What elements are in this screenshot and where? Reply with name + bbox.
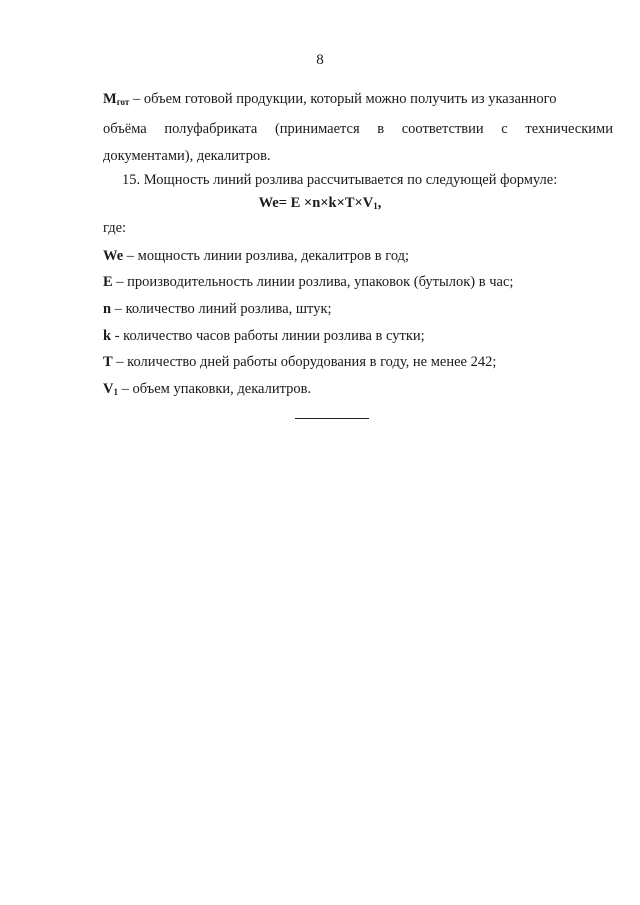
symbol-t: T bbox=[103, 354, 113, 370]
definition-v1 bbox=[103, 381, 311, 398]
definition-n bbox=[103, 301, 332, 318]
page-number: 8 bbox=[316, 52, 324, 68]
symbol-e: E bbox=[103, 274, 113, 290]
definition-e bbox=[103, 274, 513, 291]
clause-15-paragraph bbox=[122, 167, 558, 194]
formula-subscript: 1 bbox=[373, 201, 378, 211]
definition-m-line-3: документами), декалитров. bbox=[103, 148, 271, 164]
symbol-m: $M_{гот}$ bbox=[103, 91, 130, 107]
definition-t-text: – количество дней работы оборудования в году, не менее 242; bbox=[112, 354, 497, 370]
definition-k bbox=[103, 328, 425, 345]
where-label: где: bbox=[103, 220, 127, 236]
formula-main: We= E ×n×k×T×V bbox=[258, 195, 374, 211]
definition-k-text: - количество часов работы линии розлива в сутки; bbox=[111, 328, 425, 344]
clause-15-text: 15. Мощность линий розлива рассчитывается по следующей формуле: bbox=[122, 172, 558, 188]
formula-trailing: , bbox=[377, 195, 382, 211]
symbol-we: We bbox=[103, 248, 124, 264]
definition-we bbox=[103, 248, 409, 265]
symbol-k: k bbox=[103, 328, 112, 344]
definition-m-line-2: объёма полуфабриката (принимается в соответствии с техническими bbox=[103, 121, 613, 137]
definition-m-line-1: $M_{гот}$ – объем готовой продукции, который можно получить из указанного bbox=[103, 91, 557, 107]
definition-t bbox=[103, 354, 496, 371]
end-divider-line bbox=[295, 418, 369, 419]
definition-v1-text: – объем упаковки, декалитров. bbox=[117, 381, 312, 397]
symbol-n: n bbox=[103, 301, 112, 317]
definition-m-paragraph bbox=[103, 86, 613, 170]
definition-we-text: – мощность линии розлива, декалитров в год; bbox=[123, 248, 410, 264]
symbol-v1: $V_1$ bbox=[103, 381, 118, 397]
formula bbox=[0, 195, 640, 212]
definition-e-text: – производительность линии розлива, упаковок (бутылок) в час; bbox=[112, 274, 514, 290]
definition-n-text: – количество линий розлива, штук; bbox=[111, 301, 332, 317]
